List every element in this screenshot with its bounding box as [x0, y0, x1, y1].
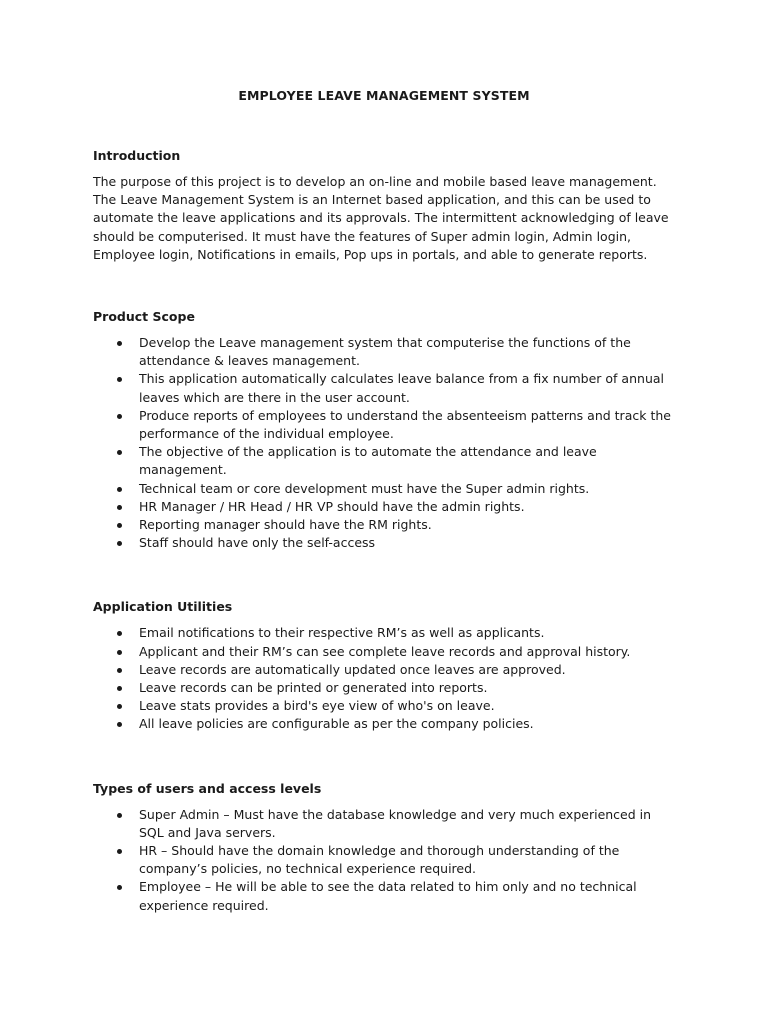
- bullet-icon: [117, 541, 122, 546]
- bullet-icon: [117, 813, 122, 818]
- bullet-icon: [117, 668, 122, 673]
- list-item-text: Employee – He will be able to see the data related to him only and no technical experience required.: [139, 879, 637, 913]
- list-item: [93, 715, 675, 733]
- product-scope-heading: Product Scope: [93, 309, 195, 325]
- list-item-text: Leave records are automatically updated once leaves are approved.: [139, 661, 566, 677]
- user-types-heading: Types of users and access levels: [93, 780, 322, 796]
- bullet-icon: [117, 704, 122, 709]
- list-item: [93, 370, 675, 406]
- list-item: [93, 334, 675, 370]
- list-item-text: Super Admin – Must have the database knowledge and very much experienced in SQL and Java servers.: [139, 806, 652, 840]
- list-item-text: Produce reports of employees to understand the absenteeism patterns and track the performance of the individual employee.: [139, 407, 671, 442]
- list-item: [93, 516, 675, 534]
- bullet-icon: [117, 414, 122, 419]
- list-item: [93, 643, 675, 661]
- bullet-icon: [117, 722, 122, 727]
- list-item-text: Develop the Leave management system that computerise the functions of the attendance & leaves management.: [139, 335, 631, 369]
- list-item-text: Staff should have only the self-access: [139, 535, 376, 551]
- bullet-icon: [117, 377, 122, 382]
- bullet-icon: [117, 523, 122, 528]
- list-item: [93, 806, 675, 842]
- list-item-text: HR Manager / HR Head / HR VP should have the admin rights.: [139, 498, 525, 514]
- bullet-icon: [117, 885, 122, 890]
- list-item-text: Leave stats provides a bird's eye view of who's on leave.: [139, 698, 495, 714]
- application-utilities-heading: Application Utilities: [93, 599, 233, 615]
- list-item: [93, 878, 675, 914]
- list-item: [93, 407, 675, 443]
- application-utilities-list: [93, 624, 675, 733]
- list-item: [93, 443, 675, 479]
- user-types-list: [93, 806, 675, 915]
- bullet-icon: [117, 341, 122, 346]
- list-item-text: HR – Should have the domain knowledge and thorough understanding of the company’s policies, no technical experience required.: [139, 843, 620, 877]
- list-item-text: Email notifications to their respective RM’s as well as applicants.: [139, 625, 545, 641]
- bullet-icon: [117, 450, 122, 455]
- bullet-icon: [117, 650, 122, 655]
- bullet-icon: [117, 849, 122, 854]
- list-item-text: The objective of the application is to automate the attendance and leave management.: [139, 444, 597, 478]
- bullet-icon: [117, 631, 122, 636]
- list-item: [93, 697, 675, 715]
- list-item: [93, 661, 675, 679]
- list-item-text: Leave records can be printed or generated into reports.: [139, 680, 488, 696]
- bullet-icon: [117, 505, 122, 510]
- list-item: [93, 842, 675, 878]
- introduction-heading: Introduction: [93, 148, 181, 163]
- list-item: [93, 498, 675, 516]
- document-title: EMPLOYEE LEAVE MANAGEMENT SYSTEM: [238, 88, 530, 103]
- list-item: [93, 679, 675, 697]
- introduction-paragraph: The purpose of this project is to develop an on-line and mobile based leave management. The Leave Management System is an Internet based application, and this can be used to automate the leave applications and its approvals. The intermittent acknowledging of leave should be computerised. It must have the features of Super admin login, Admin login, Employee login, Notifications in emails, Pop ups in portals, and able to generate reports.: [93, 174, 669, 262]
- list-item-text: This application automatically calculates leave balance from a fix number of annual leaves which are there in the user account.: [139, 371, 664, 405]
- list-item: [93, 624, 675, 642]
- list-item-text: Reporting manager should have the RM rights.: [139, 517, 432, 533]
- list-item-text: All leave policies are configurable as per the company policies.: [139, 716, 534, 732]
- bullet-icon: [117, 686, 122, 691]
- list-item: [93, 480, 675, 498]
- bullet-icon: [117, 487, 122, 492]
- list-item-text: Technical team or core development must have the Super admin rights.: [139, 480, 590, 496]
- product-scope-list: [93, 334, 675, 552]
- list-item: [93, 534, 675, 552]
- list-item-text: Applicant and their RM’s can see complete leave records and approval history.: [139, 643, 631, 659]
